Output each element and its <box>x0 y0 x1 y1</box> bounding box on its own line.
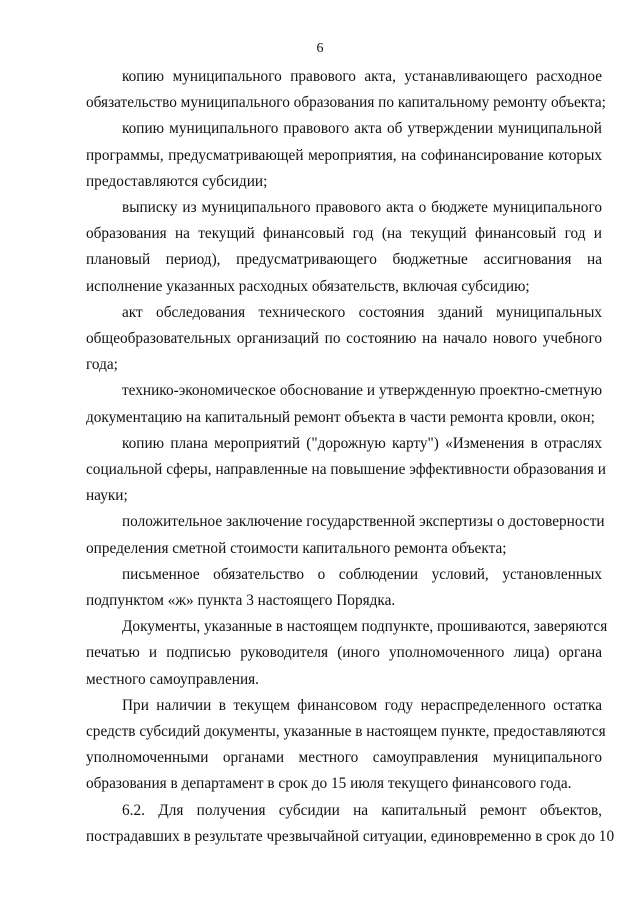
text-line: копию муниципального правового акта, устанавливающего расходное <box>122 68 602 85</box>
text-line: программы, предусматривающей мероприятия, на софинансирование которых <box>86 146 602 164</box>
text-line: положительное заключение государственной экспертизы о достоверности <box>122 513 605 531</box>
text-line: обязательство муниципального образования по капитальному ремонту объекта; <box>86 94 606 112</box>
text-line: Документы, указанные в настоящем подпункте, прошиваются, заверяются <box>122 618 608 636</box>
text-line: общеобразовательных организаций по состоянию на начало нового учебного <box>86 330 602 348</box>
text-line: копию плана мероприятий ("дорожную карту") «Изменения в отраслях <box>122 434 602 452</box>
text-line: копию муниципального правового акта об утверждении муниципальной <box>122 120 602 138</box>
paragraph <box>86 300 602 379</box>
text-line: местного самоуправления. <box>86 670 259 688</box>
paragraph <box>86 378 602 430</box>
text-line: При наличии в текущем финансовом году нераспределенного остатка <box>122 696 602 714</box>
text-line: науки; <box>86 487 128 505</box>
text-line: документацию на капитальный ремонт объекта в части ремонта кровли, окон; <box>86 408 595 426</box>
text-line: пострадавших в результате чрезвычайной ситуации, единовременно в срок до 10 <box>86 827 615 845</box>
text-line: письменное обязательство о соблюдении условий, установленных <box>122 565 602 583</box>
text-line: образования в департамент в срок до 15 июля текущего финансового года. <box>86 775 572 793</box>
text-line: акт обследования технического состояния зданий муниципальных <box>122 303 602 321</box>
text-line: социальной сферы, направленные на повышение эффективности образования и <box>86 461 606 479</box>
paragraph <box>86 64 606 116</box>
text-line: подпунктом «ж» пункта 3 настоящего Порядка. <box>86 592 396 610</box>
text-line: уполномоченными органами местного самоуправления муниципального <box>86 749 602 767</box>
text-line: исполнение указанных расходных обязательств, включая субсидию; <box>86 277 530 295</box>
text-line: образования на текущий финансовый год (на текущий финансовый год и <box>86 225 602 243</box>
paragraph <box>86 116 602 195</box>
text-line: технико-экономическое обоснование и утвержденную проектно-сметную <box>122 382 602 400</box>
document-body <box>86 64 615 850</box>
paragraph <box>86 509 605 561</box>
paragraph <box>86 431 606 510</box>
text-line: года; <box>86 356 118 374</box>
paragraph <box>86 614 608 693</box>
text-line: плановый период), предусматривающего бюджетные ассигнования на <box>86 251 602 269</box>
text-line: определения сметной стоимости капитального ремонта объекта; <box>86 539 507 557</box>
paragraph <box>86 562 602 614</box>
text-line: 6.2. Для получения субсидии на капитальный ремонт объектов, <box>122 801 602 819</box>
text-line: печатью и подписью руководителя (иного уполномоченного лица) органа <box>86 644 602 662</box>
paragraph <box>86 798 615 850</box>
text-line: средств субсидий документы, указанные в настоящем пункте, предоставляются <box>86 723 606 741</box>
page-number: 6 <box>316 41 324 56</box>
text-line: выписку из муниципального правового акта о бюджете муниципального <box>122 199 602 217</box>
text-line: предоставляются субсидии; <box>86 172 268 190</box>
paragraph <box>86 195 602 300</box>
paragraph <box>86 693 606 798</box>
